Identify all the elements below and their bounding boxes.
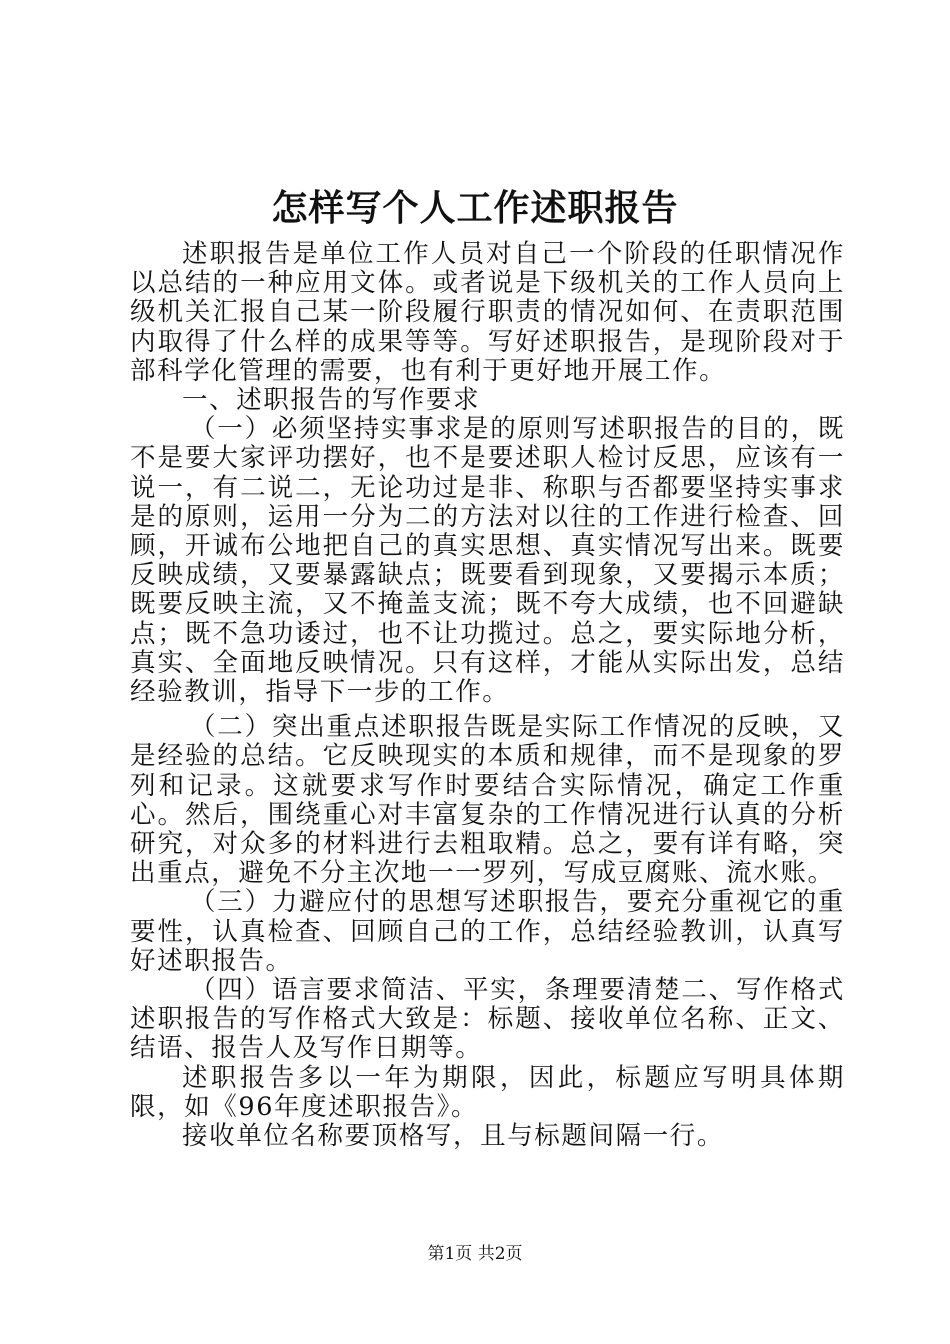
paragraph-requirement-1: （一）必须坚持实事求是的原则写述职报告的目的，既不是要大家评功摆好，也不是要述职人检讨反思，应该有一说一，有二说二，无论功过是非、称职与否都要坚持实事求是的原则，运用一分为二的方法对以往的工作进行检查、回顾，开诚布公地把自己的真实思想、真实情况写出来。既要反映成绩，又要暴露缺点；既要看到现象，又要揭示本质；既要反映主流，又不掩盖支流；既不夸大成绩，也不回避缺点；既不急功诿过，也不让功揽过。总之，要实际地分析，真实、全面地反映情况。只有这样，才能从实际出发，总结经验教训，指导下一步的工作。 — [130, 414, 845, 708]
paragraph-title-period: 述职报告多以一年为期限，因此，标题应写明具体期限，如《96年度述职报告》。 — [130, 1062, 845, 1122]
paragraph-requirement-4: （四）语言要求简洁、平实，条理要清楚二、写作格式述职报告的写作格式大致是：标题、接收单位名称、正文、结语、报告人及写作日期等。 — [130, 975, 845, 1064]
page-footer: 第1页 共2页 — [427, 1244, 523, 1264]
paragraph-requirement-3: （三）力避应付的思想写述职报告，要充分重视它的重要性，认真检查、回顾自己的工作，总结经验教训，认真写好述职报告。 — [130, 887, 845, 976]
section-heading-requirements: 一、述职报告的写作要求 — [182, 385, 481, 416]
document-title: 怎样写个人工作述职报告 — [271, 187, 679, 229]
document-body — [130, 240, 845, 1151]
paragraph-requirement-2: （二）突出重点述职报告既是实际工作情况的反映，又是经验的总结。它反映现实的本质和规律，而不是现象的罗列和记录。这就要求写作时要结合实际情况，确定工作重心。然后，围绕重心对丰富复杂的工作情况进行认真的分析研究，对众多的材料进行去粗取精。总之，要有详有略，突出重点，避免不分主次地一一罗列，写成豆腐账、流水账。 — [130, 712, 845, 889]
paragraph-intro: 述职报告是单位工作人员对自己一个阶段的任职情况作以总结的一种应用文体。或者说是下级机关的工作人员向上级机关汇报自己某一阶段履行职责的情况如何、在责职范围内取得了什么样的成果等等。写好述职报告，是现阶段对于部科学化管理的需要，也有利于更好地开展工作。 — [130, 239, 845, 386]
paragraph-recipient: 接收单位名称要顶格写，且与标题间隔一行。 — [182, 1121, 725, 1152]
